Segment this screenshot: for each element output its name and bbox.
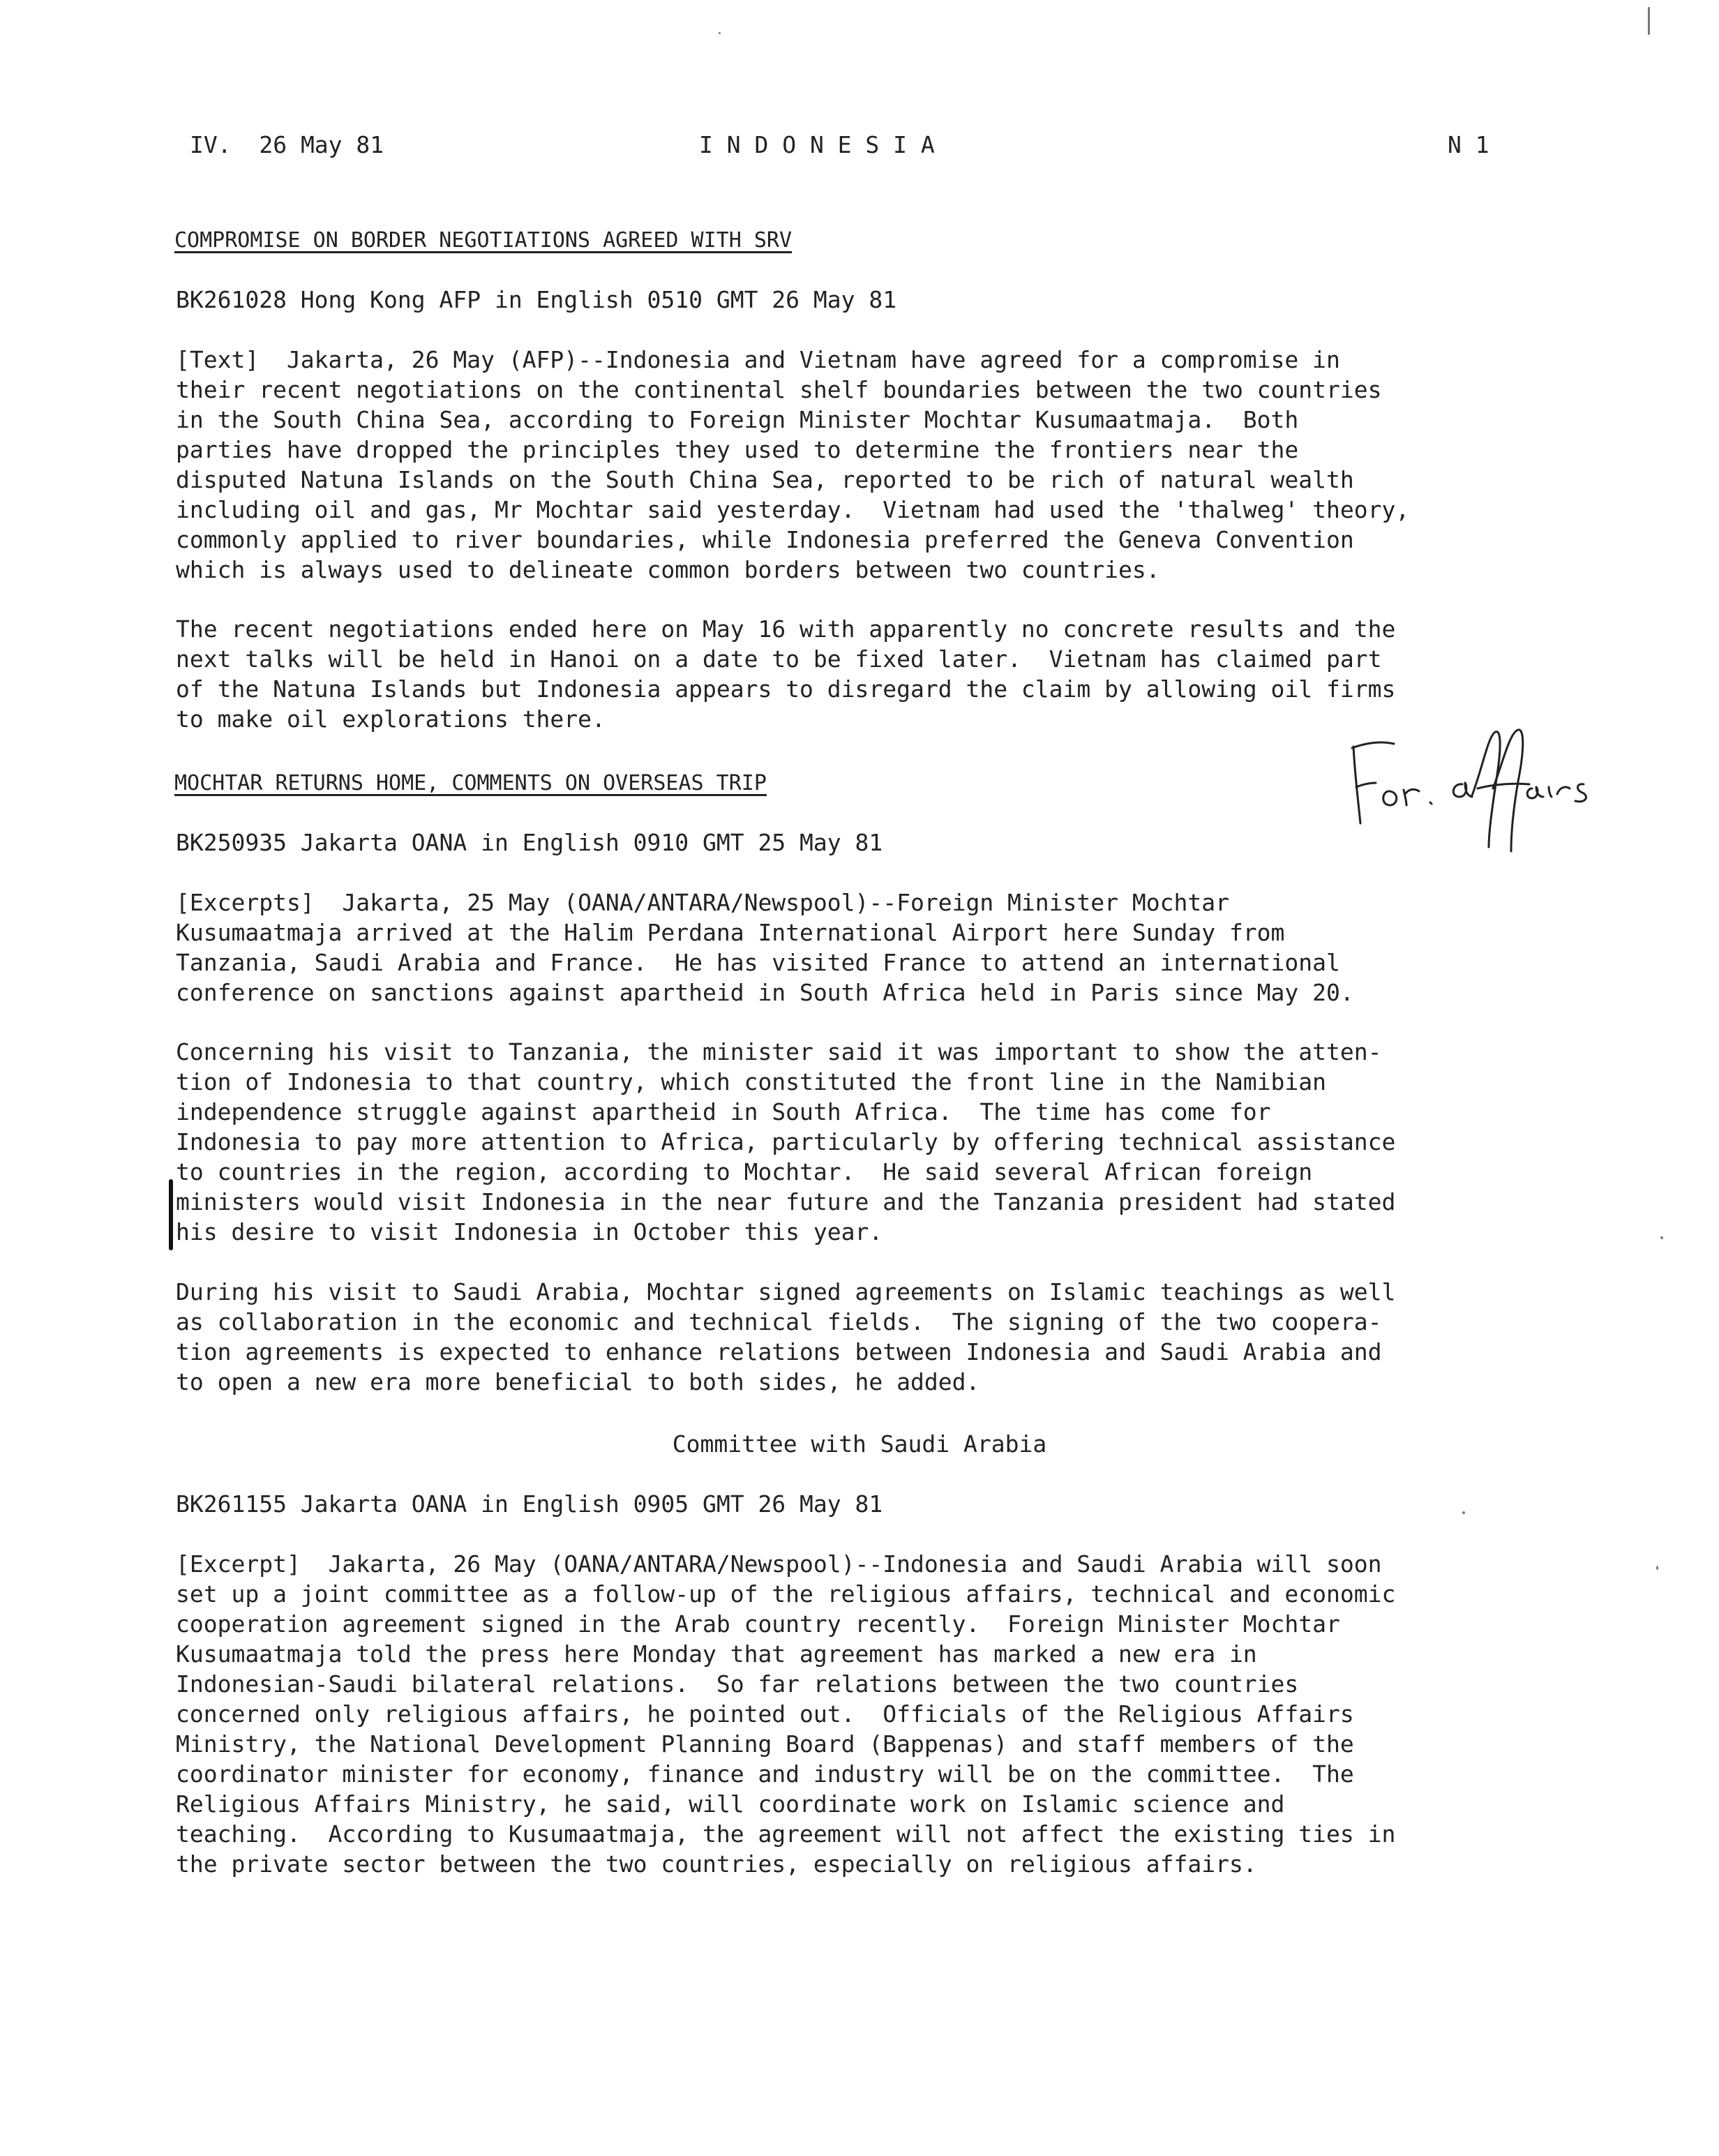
article-2-paragraph-2: Concerning his visit to Tanzania, the minister said it was important to show the atten- tion of Indonesia to that country, which constituted the front line in the Namibian independence struggle against apartheid in South Africa. The time has come for Indonesia to pay more attention to Africa, particularly by offering technical assistance to countries in the region, according to Mochtar. He said several African foreign ministers would visit Indonesia in the near future and the Tanzania president had stated his desire to visit Indonesia in October this year. [176,1038,1396,1245]
article-2-sub-dateline: BK261155 Jakarta OANA in English 0905 GMT 26 May 81 [176,1490,883,1518]
header-country: I N D O N E S I A [699,131,935,158]
article-1-paragraph-1: [Text] Jakarta, 26 May (AFP)--Indonesia and Vietnam have agreed for a compromise in their recent negotiations on the continental shelf boundaries between the two countries in the South China Sea, according to Foreign Minister Mochtar Kusumaatmaja. Both parties have dropped the principles they used to determine the frontiers near the disputed Natuna Islands on the South China Sea, reported to be rich of natural wealth including oil and gas, Mr Mochtar said yesterday. Vietnam had used the 'thalweg' theory, commonly applied to river boundaries, while Indonesia preferred the Geneva Convention which is always used to delineate common borders between two countries. [176,346,1410,583]
header-issue-date: IV. 26 May 81 [190,131,384,158]
article-2-paragraph-3: During his visit to Saudi Arabia, Mochtar signed agreements on Islamic teachings as well as collaboration in the economic and technical fields. The signing of the two coopera- tion agreements is expected to enhance relations between Indonesia and Saudi Arabia and to open a new era more beneficial to both sides, he added. [176,1278,1396,1395]
article-2-paragraph-1: [Excerpts] Jakarta, 25 May (OANA/ANTARA/Newspool)--Foreign Minister Mochtar Kusumaatmaja arrived at the Halim Perdana International Airport here Sunday from Tanzania, Saudi Arabia and France. He has visited France to attend an international conference on sanctions against apartheid in South Africa held in Paris since May 20. [176,889,1354,1006]
scan-speck [1660,1236,1663,1239]
article-2-dateline: BK250935 Jakarta OANA in English 0910 GMT 25 May 81 [176,829,883,856]
article-2-sub-paragraph-1: [Excerpt] Jakarta, 26 May (OANA/ANTARA/Newspool)--Indonesia and Saudi Arabia will soon set up a joint committee as a follow-up of the religious affairs, technical and economic cooperation agreement signed in the Arab country recently. Foreign Minister Mochtar Kusumaatmaja told the press here Monday that agreement has marked a new era in Indonesian-Saudi bilateral relations. So far relations between the two countries concerned only religious affairs, he pointed out. Officials of the Religious Affairs Ministry, the National Development Planning Board (Bappenas) and staff members of the coordinator minister for economy, finance and industry will be on the committee. The Religious Affairs Ministry, he said, will coordinate work on Islamic science and teaching. According to Kusumaatmaja, the agreement will not affect the existing ties in the private sector between the two countries, especially on religious affairs. [176,1550,1396,1878]
margin-mark [169,1179,173,1250]
scan-edge-mark [1648,7,1650,35]
scan-speck [719,32,721,34]
handwritten-annotation [1339,719,1605,858]
article-1-heading: COMPROMISE ON BORDER NEGOTIATIONS AGREED WITH SRV [174,228,793,253]
article-2-subheading: Committee with Saudi Arabia [672,1430,1047,1458]
header-page-number: N 1 [1448,131,1489,158]
scan-speck [1656,1566,1658,1570]
article-1-dateline: BK261028 Hong Kong AFP in English 0510 GMT 26 May 81 [176,286,897,313]
scan-speck [1462,1511,1465,1514]
article-1-paragraph-2: The recent negotiations ended here on May 16 with apparently no concrete results and the next talks will be held in Hanoi on a date to be fixed later. Vietnam has claimed part of the Natuna Islands but Indonesia appears to disregard the claim by allowing oil firms to make oil explorations there. [176,615,1396,733]
article-2-heading: MOCHTAR RETURNS HOME, COMMENTS ON OVERSEAS TRIP [174,771,767,795]
